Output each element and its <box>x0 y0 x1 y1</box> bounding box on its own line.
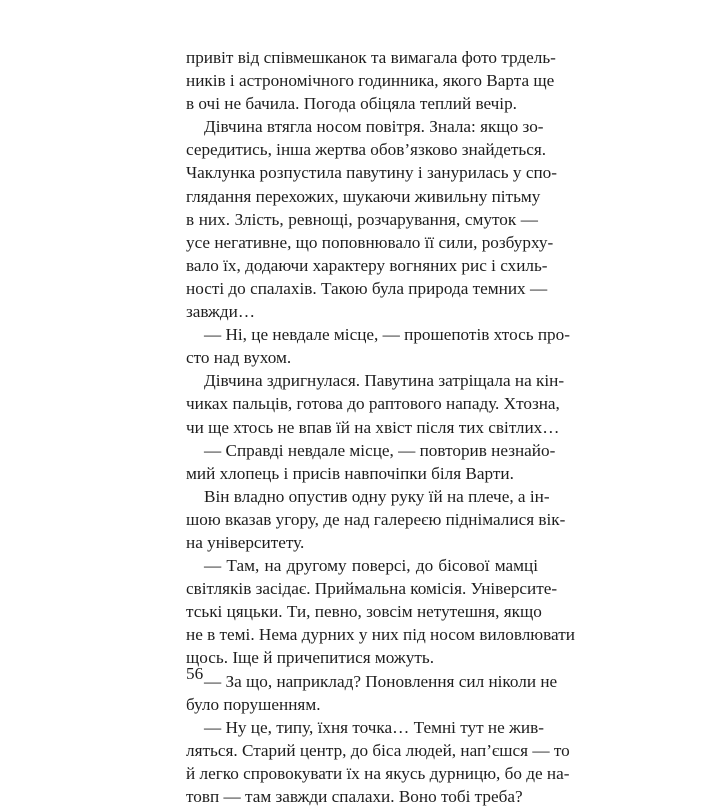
text-line: чи ще хтось не впав їй на хвіст після тих світлих… <box>186 417 560 437</box>
text-line: шою вказав угору, де над галереєю піднімалися вік- <box>186 509 566 529</box>
text-line: чиках пальців, готова до раптового нападу. Хтозна, <box>186 394 560 414</box>
text-line: мий хлопець і присів навпочіпки біля Варти. <box>186 463 514 483</box>
body-text <box>186 46 575 808</box>
text-line: Він владно опустив одну руку їй на плече, а ін- <box>204 486 550 506</box>
text-line: не в темі. Нема дурних у них під носом виловлювати <box>186 625 575 645</box>
text-line: було порушенням. <box>186 694 321 714</box>
text-line: ності до спалахів. Такою була природа темних — <box>186 278 548 298</box>
text-line: товп — там завжди спалахи. Воно тобі треба? <box>186 787 523 806</box>
page-number: 56 <box>186 664 204 683</box>
text-line: Дівчина втягла носом повітря. Знала: якщо зо- <box>204 117 544 137</box>
text-line: й легко спровокувати їх на якусь дурницю, бо де на- <box>186 763 570 783</box>
text-line: Дівчина здригнулася. Павутина затріщала на кін- <box>204 371 565 391</box>
text-line: тські цяцьки. Ти, певно, зовсім нетутешня, якщо <box>186 602 542 622</box>
text-line: щось. Іще й причепитися можуть. <box>186 648 435 668</box>
text-line: ників і астрономічного годинника, якого Варта ще <box>186 71 555 91</box>
text-line: в них. Злість, ревнощі, розчарування, смуток — <box>186 209 538 229</box>
text-line: завжди… <box>186 302 256 322</box>
text-line: на університету. <box>186 532 305 552</box>
text-line: глядання перехожих, шукаючи живильну пітьму <box>186 186 541 206</box>
text-line: — За що, наприклад? Поновлення сил ніколи не <box>204 671 558 691</box>
text-line: ляться. Старий центр, до біса людей, нап’єшся — то <box>186 740 570 760</box>
text-line: світляків засідає. Приймальна комісія. Університе- <box>186 579 558 599</box>
text-line: привіт від співмешканок та вимагала фото трдель- <box>186 48 556 67</box>
text-line: — Справді невдале місце, — повторив незнайо- <box>204 440 556 460</box>
text-line: — Там, на другому поверсі, до бісової мамці <box>204 556 538 576</box>
text-line: — Ну це, типу, їхня точка… Темні тут не жив- <box>204 717 544 737</box>
text-line: Чаклунка розпустила павутину і занурилась у спо- <box>186 163 557 183</box>
text-line: сто над вухом. <box>186 348 292 368</box>
text-line: в очі не бачила. Погода обіцяла теплий вечір. <box>186 94 517 114</box>
text-line: вало їх, додаючи характеру вогняних рис і схиль- <box>186 255 548 275</box>
text-line: усе негативне, що поповнювало її сили, розбурху- <box>186 232 554 252</box>
text-line: — Ні, це невдале місце, — прошепотів хтось про- <box>204 325 570 345</box>
text-line: середитись, інша жертва обов’язково знайдеться. <box>186 140 547 160</box>
